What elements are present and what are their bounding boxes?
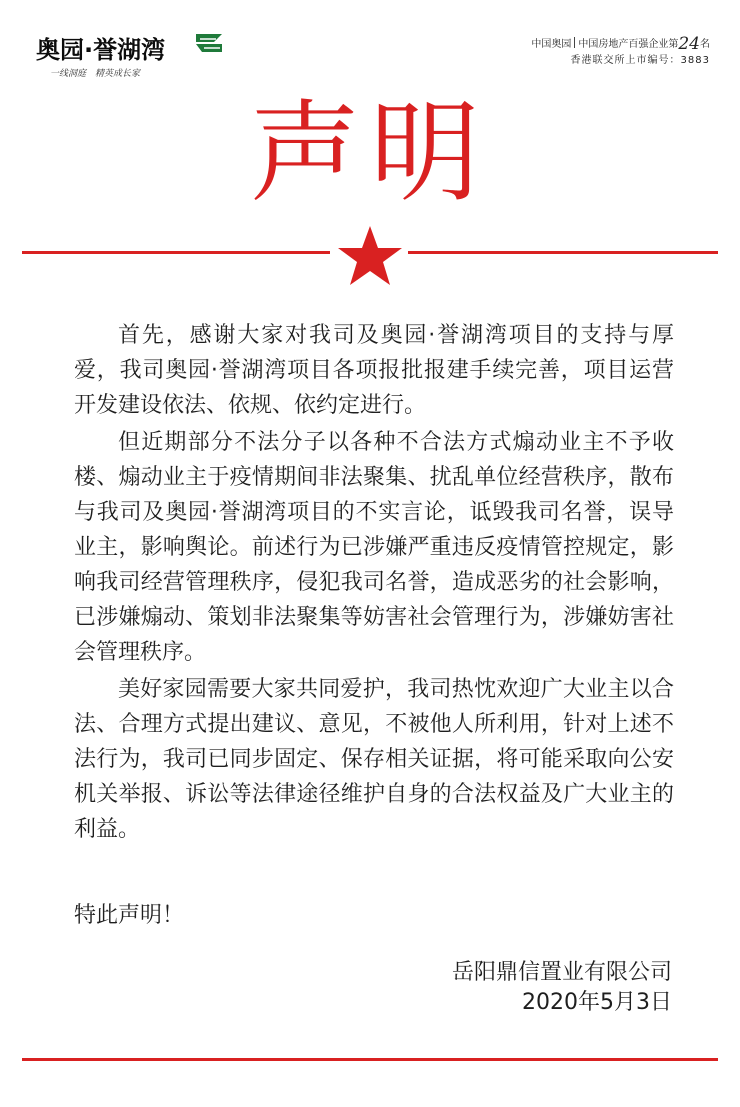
footer-divider bbox=[22, 1058, 718, 1061]
company-name: 岳阳鼎信置业有限公司 bbox=[451, 960, 672, 985]
paragraph: 美好家园需要大家共同爱护，我司热忱欢迎广大业主以合法、合理方式提出建议、意见，不被他人所利用，针对上述不法行为，我司已同步固定、保存相关证据，将可能采取向公安机关举报、诉讼等法律途径维护自身的合法权益及广大业主的利益。 bbox=[74, 677, 674, 842]
page-title: 声明 bbox=[250, 89, 490, 217]
divider bbox=[574, 37, 575, 48]
statement-date: 2020年5月3日 bbox=[522, 990, 672, 1015]
title-divider-left bbox=[22, 251, 330, 254]
brand-logo bbox=[28, 28, 228, 78]
brand-name: 中国奥园 bbox=[531, 39, 572, 50]
logo-slogan: 一线洞庭 精英成长家 bbox=[50, 69, 141, 79]
paragraph: 首先，感谢大家对我司及奥园·誉湖湾项目的支持与厚爱，我司奥园·誉湖湾项目各项报批报建手续完善，项目运营开发建设依法、依规、依约定进行。 bbox=[74, 323, 674, 418]
ranking-number: 24 bbox=[678, 34, 700, 54]
company-info bbox=[490, 36, 710, 69]
stock-listing: 香港联交所上市编号：3883 bbox=[570, 55, 710, 66]
paragraph: 但近期部分不法分子以各种不合法方式煽动业主不予收楼、煽动业主于疫情期间非法聚集、扰乱单位经营秩序，散布与我司及奥园·誉湖湾项目的不实言论，诋毁我司名誉，误导业主，影响舆论。前述行为已涉嫌严重违反疫情管控规定，影响我司经营管理秩序，侵犯我司名誉，造成恶劣的社会影响，已涉嫌煽动、策划非法聚集等妨害社会管理行为，涉嫌妨害社会管理秩序。 bbox=[74, 430, 674, 665]
statement-body bbox=[74, 318, 674, 849]
logo-text: 奥园·誉湖湾 bbox=[36, 36, 166, 64]
title-divider-right bbox=[408, 251, 718, 254]
logo-mark-icon bbox=[194, 30, 224, 56]
ranking-line bbox=[490, 36, 710, 53]
star-icon bbox=[336, 224, 404, 288]
signature-block bbox=[452, 958, 672, 1018]
ranking-suffix: 名 bbox=[700, 39, 710, 50]
ranking-text: 中国房地产百强企业第 bbox=[578, 39, 679, 50]
closing-line: 特此声明！ bbox=[74, 903, 185, 928]
